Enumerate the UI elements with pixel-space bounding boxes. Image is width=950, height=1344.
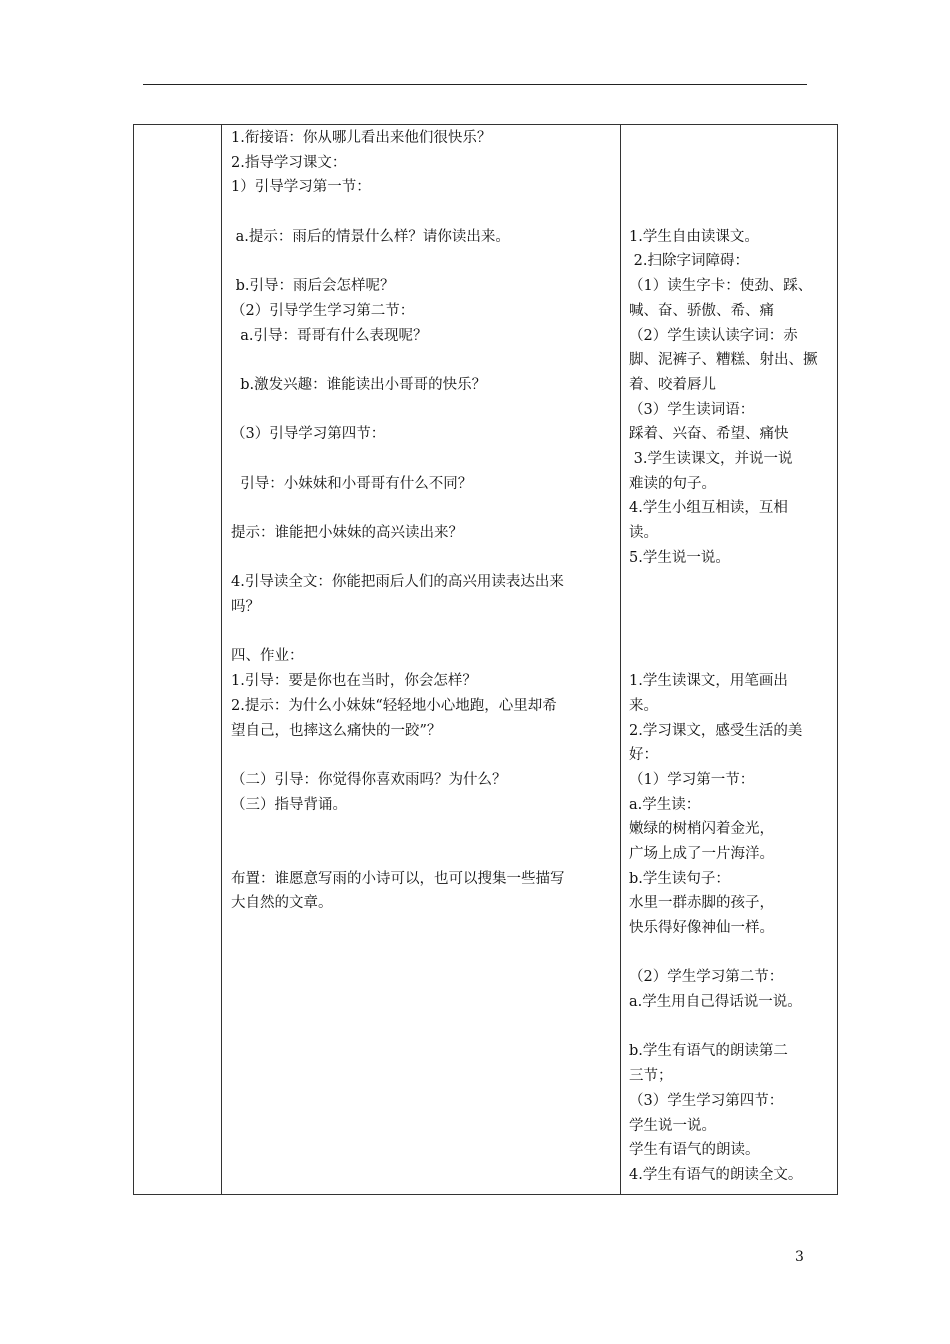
text-line: 1.衔接语：你从哪儿看出来他们很快乐？ [231, 130, 492, 146]
text-line: 水里一群赤脚的孩子， [629, 895, 774, 912]
text-line: 2.指导学习课文： [231, 154, 347, 171]
text-line: （1）学习第一节： [629, 771, 755, 788]
text-line: （2）学生读认读字词：赤 [629, 327, 798, 344]
text-line: 来。 [629, 697, 658, 714]
text-line [629, 620, 835, 645]
text-line: 好： [629, 747, 658, 764]
text-line: 引导：小妹妹和小哥哥有什么不同？ [231, 475, 473, 492]
text-line [629, 200, 835, 225]
text-line: （二）引导：你觉得你喜欢雨吗？为什么？ [231, 771, 507, 788]
text-line [231, 546, 616, 571]
text-line [231, 743, 616, 768]
text-line: 嫩绿的树梢闪着金光， [629, 821, 774, 838]
text-line: 1.学生自由读课文。 [629, 228, 759, 245]
text-line: 2.学习课文，感受生活的美 [629, 722, 803, 739]
text-line: 快乐得好像神仙一样。 [629, 920, 774, 936]
text-line [231, 200, 616, 225]
text-line [629, 570, 835, 595]
text-line: b.学生有语气的朗读第二 [629, 1043, 788, 1060]
text-line [629, 595, 835, 620]
table-row [134, 125, 838, 1195]
text-line: 吗？ [231, 599, 260, 616]
text-line: 四、作业： [231, 648, 304, 665]
text-line: （1）读生字卡：使劲、踩、 [629, 278, 813, 295]
text-line [231, 817, 616, 842]
text-line [629, 1015, 835, 1040]
text-line: 踩着、兴奋、希望、痛快 [629, 426, 789, 443]
text-line [231, 249, 616, 274]
text-line: 2.扫除字词障碍： [629, 253, 749, 270]
text-line: （3）学生学习第四节： [629, 1092, 784, 1109]
page-number: 3 [795, 1249, 804, 1265]
text-line: 3.学生读课文，并说一说 [629, 450, 793, 467]
text-line: a.学生读： [629, 796, 701, 813]
text-line: （3）引导学习第四节： [231, 426, 386, 443]
text-line: 2.提示：为什么小妹妹“轻轻地小心地跑，心里却希 [231, 697, 557, 714]
text-line: （2）学生学习第二节： [629, 969, 784, 986]
student-activity-text [621, 125, 837, 1188]
text-line [231, 447, 616, 472]
teacher-activity-text [222, 125, 620, 916]
text-line: 脚、泥裤子、糟糕、射出、撅 [629, 352, 818, 369]
text-line: 4.学生有语气的朗读全文。 [629, 1166, 803, 1183]
text-line [231, 842, 616, 867]
text-line: 1.学生读课文，用笔画出 [629, 673, 788, 690]
text-line: 学生有语气的朗读。 [629, 1142, 760, 1159]
text-line: 大自然的文章。 [231, 895, 333, 912]
text-line: 难读的句子。 [629, 475, 716, 492]
text-line: （2）引导学生学习第二节： [231, 302, 415, 319]
text-line: 1）引导学习第一节： [231, 179, 371, 196]
text-line [629, 175, 835, 200]
text-line: 着、咬着唇儿 [629, 376, 716, 393]
text-line: 4.引导读全文：你能把雨后人们的高兴用读表达出来 [231, 574, 564, 591]
student-activity-cell [621, 125, 838, 1195]
text-line: b.引导：雨后会怎样呢？ [231, 278, 395, 295]
text-line: a.提示：雨后的情景什么样？请你读出来。 [231, 228, 510, 245]
text-line: a.学生用自己得话说一说。 [629, 994, 802, 1011]
text-line [231, 496, 616, 521]
text-line: 三节； [629, 1068, 673, 1085]
text-line [629, 126, 835, 151]
text-line: 1.引导：要是你也在当时，你会怎样？ [231, 673, 477, 690]
text-line: b.激发兴趣：谁能读出小哥哥的快乐？ [231, 376, 487, 393]
text-line: 5.学生说一说。 [629, 549, 730, 566]
text-line [629, 941, 835, 966]
text-line [231, 620, 616, 645]
text-line: （三）指导背诵。 [231, 796, 347, 813]
text-line [231, 348, 616, 373]
text-line [629, 151, 835, 176]
text-line: 提示：谁能把小妹妹的高兴读出来？ [231, 525, 463, 541]
text-line: 喊、奋、骄傲、希、痛 [629, 302, 774, 319]
text-line [629, 644, 835, 669]
text-line: 读。 [629, 525, 658, 541]
text-line: 4.学生小组互相读，互相 [629, 500, 788, 517]
text-line: （3）学生读词语： [629, 401, 755, 418]
text-line: 学生说一说。 [629, 1117, 716, 1134]
teacher-activity-cell [222, 125, 621, 1195]
text-line: b.学生读句子： [629, 870, 730, 887]
blank-cell [134, 125, 222, 1195]
header-rule [143, 84, 807, 85]
lesson-plan-table [133, 124, 838, 1195]
text-line: 布置：谁愿意写雨的小诗可以，也可以搜集一些描写 [231, 870, 565, 887]
text-line: 望自己，也摔这么痛快的一跤”？ [231, 722, 442, 739]
text-line [231, 398, 616, 423]
text-line: 广场上成了一片海洋。 [629, 845, 774, 862]
text-line: a.引导：哥哥有什么表现呢？ [231, 327, 428, 344]
